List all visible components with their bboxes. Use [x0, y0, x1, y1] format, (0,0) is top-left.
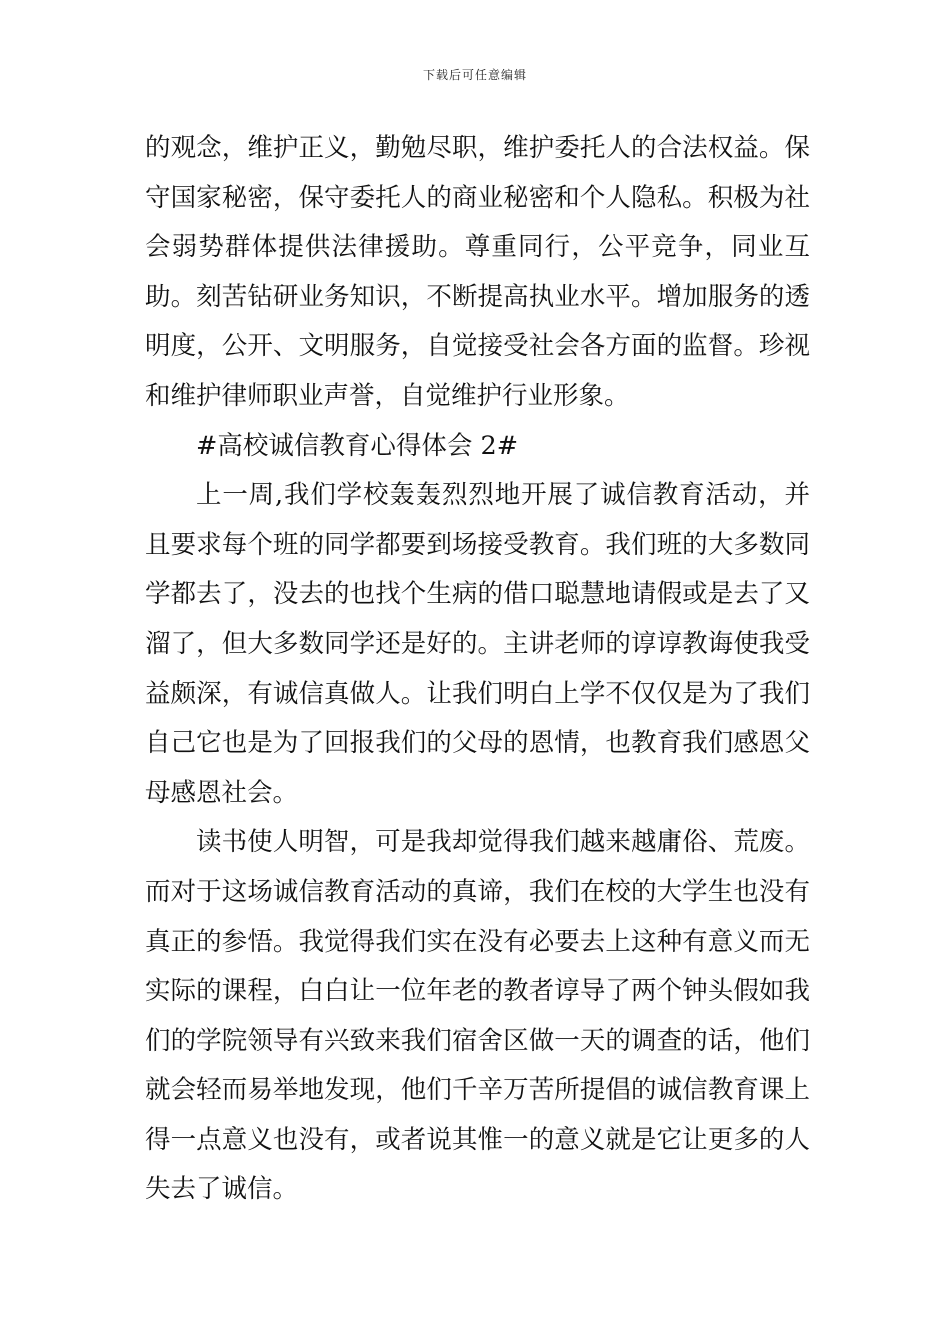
paragraph-3: 读书使人明智，可是我却觉得我们越来越庸俗、荒废。而对于这场诚信教育活动的真谛，我们在校的大学生也没有真正的参悟。我觉得我们实在没有必要去上这种有意义而无实际的课程，白白让一位年老的教者谆导了两个钟头假如我们的学院领导有兴致来我们宿舍区做一天的调查的话，他们就会轻而易举地发现，他们千辛万苦所提倡的诚信教育课上得一点意义也没有，或者说其惟一的意义就是它让更多的人失去了诚信。 [145, 827, 810, 1205]
paragraph-2: 上一周,我们学校轰轰烈烈地开展了诚信教育活动，并且要求每个班的同学都要到场接受教育。我们班的大多数同学都去了，没去的也找个生病的借口聪慧地请假或是去了又溜了，但大多数同学还是好的。主讲老师的谆谆教诲使我受益颇深，有诚信真做人。让我们明白上学不仅仅是为了我们自己它也是为了回报我们的父母的恩情，也教育我们感恩父母感恩社会。 [145, 480, 810, 808]
paragraph-1: 的观念，维护正义，勤勉尽职，维护委托人的合法权益。保守国家秘密，保守委托人的商业秘密和个人隐私。积极为社会弱势群体提供法律援助。尊重同行，公平竞争，同业互助。刻苦钻研业务知识，不断提高执业水平。增加服务的透明度，公开、文明服务，自觉接受社会各方面的监督。珍视和维护律师职业声誉，自觉维护行业形象。 [145, 133, 810, 411]
page-header-note: 下载后可任意编辑 [422, 68, 527, 82]
document-body [145, 124, 810, 1215]
section-heading: #高校诚信教育心得体会 2# [196, 430, 519, 461]
